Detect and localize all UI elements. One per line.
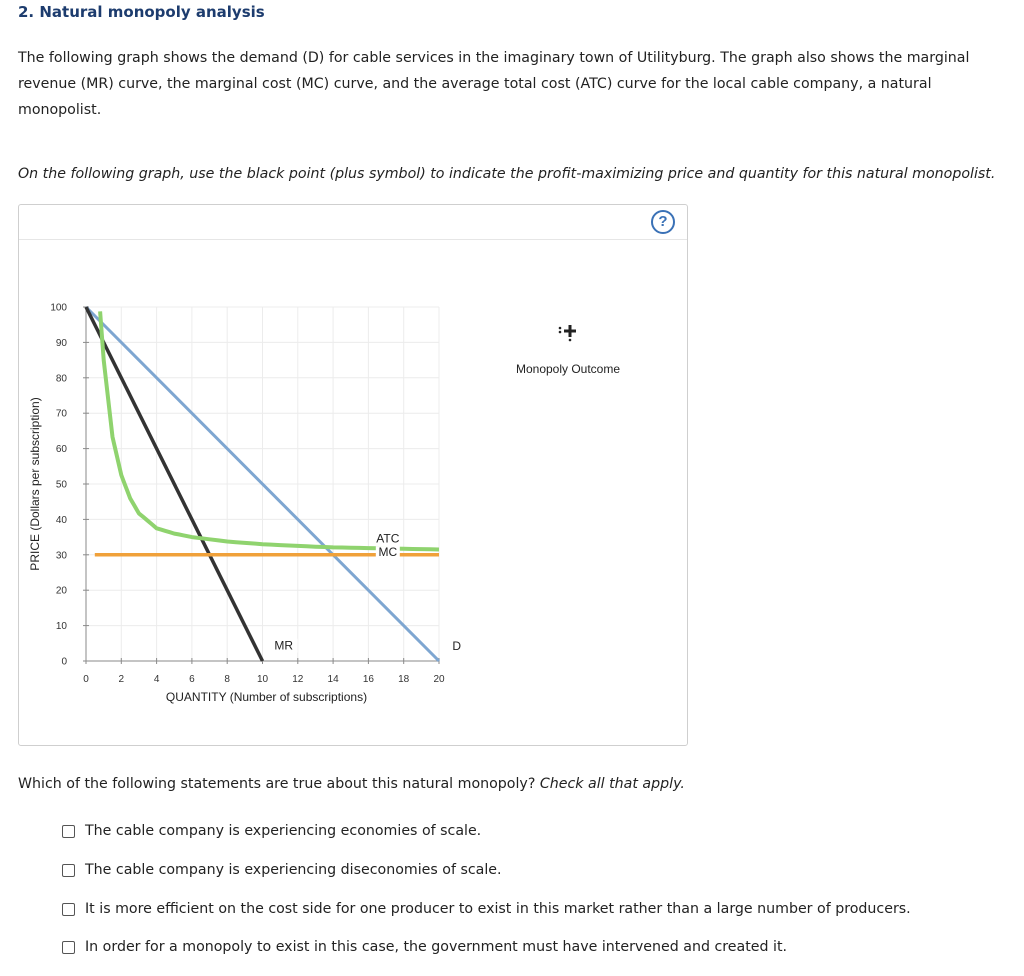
- checkbox[interactable]: [62, 864, 75, 877]
- y-tick-label: 40: [55, 514, 67, 526]
- x-tick-label: 14: [327, 674, 339, 685]
- x-tick-label: 12: [292, 674, 304, 685]
- y-tick-label: 100: [50, 302, 67, 314]
- y-tick-label: 30: [55, 550, 67, 562]
- graph-instruction: On the following graph, use the black point (plus symbol) to indicate the profit-maximizing price and quantity for this natural monopolist.: [18, 166, 996, 182]
- plus-marker-dot: [559, 327, 562, 330]
- plus-marker-dot: [559, 331, 562, 334]
- x-tick-label: 20: [433, 674, 445, 685]
- series-line-atc: [100, 311, 439, 549]
- x-tick-label: 16: [362, 674, 374, 685]
- series-label-atc: ATC: [376, 531, 400, 546]
- option-label: In order for a monopoly to exist in this case, the government must have intervened and created it.: [85, 939, 788, 955]
- x-tick-label: 18: [398, 674, 410, 685]
- option-one-producer-efficient[interactable]: [62, 900, 911, 918]
- y-tick-label: 10: [55, 621, 67, 633]
- series-label-mc: MC: [378, 545, 398, 560]
- y-tick-label: 60: [55, 444, 67, 456]
- y-axis-label: PRICE (Dollars per subscription): [28, 397, 42, 571]
- question-prefix: Which of the following statements are true about this natural monopoly?: [18, 776, 540, 792]
- x-tick-label: 2: [118, 674, 125, 685]
- y-tick-label: 50: [55, 479, 67, 491]
- intro-paragraph: The following graph shows the demand (D) for cable services in the imaginary town of Utilityburg. The graph also shows the marginal revenue (MR) curve, the marginal cost (MC) curve, and the average total cost (ATC) curve for the local cable company, a natural monopolist.: [18, 50, 970, 118]
- y-tick-label: 70: [55, 408, 67, 420]
- series-label-d: D: [452, 639, 461, 654]
- series-label-mr: MR: [274, 638, 294, 653]
- x-tick-label: 0: [83, 674, 89, 685]
- option-diseconomies-of-scale[interactable]: [62, 861, 502, 879]
- question-text: [18, 776, 685, 792]
- option-label: The cable company is experiencing diseconomies of scale.: [85, 862, 502, 878]
- page-title: 2. Natural monopoly analysis: [18, 3, 265, 21]
- x-tick-label: 8: [224, 674, 230, 685]
- option-label: The cable company is experiencing economies of scale.: [85, 823, 482, 839]
- y-tick-label: 0: [61, 656, 67, 668]
- y-tick-label: 80: [55, 373, 67, 385]
- plus-marker-dot: [569, 339, 572, 342]
- option-label: It is more efficient on the cost side for one producer to exist in this market rather than a large number of producers.: [85, 901, 911, 917]
- checkbox[interactable]: [62, 903, 75, 916]
- help-icon[interactable]: ?: [651, 210, 675, 234]
- x-axis-label: QUANTITY (Number of subscriptions): [165, 690, 368, 704]
- x-tick-label: 10: [256, 674, 269, 685]
- x-tick-label: 6: [189, 674, 195, 685]
- option-government-intervened[interactable]: [62, 938, 787, 956]
- question-emphasis: Check all that apply.: [539, 776, 685, 792]
- checkbox[interactable]: [62, 941, 75, 954]
- y-tick-label: 20: [55, 585, 67, 597]
- option-economies-of-scale[interactable]: [62, 822, 481, 840]
- checkbox[interactable]: [62, 825, 75, 838]
- natural-monopoly-chart[interactable]: [19, 205, 687, 745]
- graph-panel: [18, 204, 688, 746]
- tool-label: Monopoly Outcome: [515, 362, 621, 376]
- y-tick-label: 90: [55, 337, 67, 349]
- x-tick-label: 4: [153, 674, 160, 685]
